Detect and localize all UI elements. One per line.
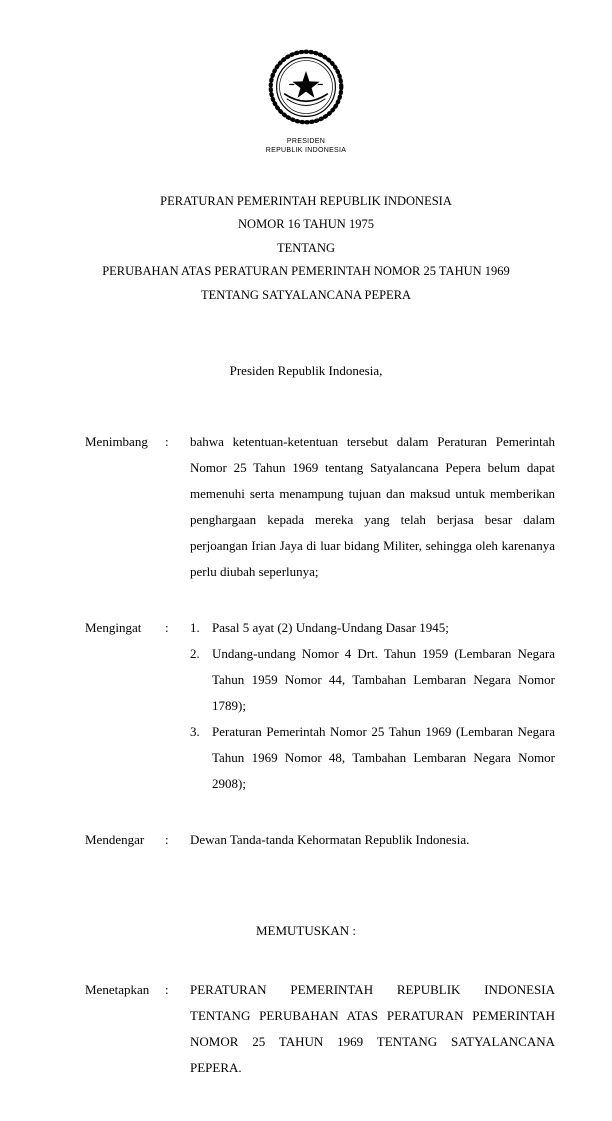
title-line-regulation: PERATURAN PEMERINTAH REPUBLIK INDONESIA [160,193,452,208]
clause-mengingat [57,615,555,797]
list-item-text: Undang-undang Nomor 4 Drt. Tahun 1959 (Lembaran Negara Tahun 1959 Nomor 44, Tambahan Lembaran Negara Nomor 1789); [212,646,555,714]
title-block [57,190,555,308]
clause-menimbang [57,429,555,585]
clause-mendengar [57,827,555,853]
legal-reference-item [190,615,555,641]
title-line-tentang: TENTANG [276,240,335,255]
list-item-text: Peraturan Pemerintah Nomor 25 Tahun 1969 (Lembaran Negara Tahun 1969 Nomor 48, Tambahan Lembaran Negara Nomor 2908); [212,724,555,792]
clause-label-menimbang: Menimbang [85,434,148,450]
seal-caption [57,137,555,156]
title-line-subject: PERUBAHAN ATAS PERATURAN PEMERINTAH NOMOR 25 TAHUN 1969 [102,264,510,279]
presidential-seal-icon [264,45,348,129]
seal-subtitle: REPUBLIK INDONESIA [265,147,347,155]
clause-menetapkan [57,977,555,1081]
list-item-text: Pasal 5 ayat (2) Undang-Undang Dasar 1945; [212,620,449,636]
clause-body-menimbang: bahwa ketentuan-ketentuan tersebut dalam Peraturan Pemerintah Nomor 25 Tahun 1969 tentang Satyalancana Pepera belum dapat memenuhi serta menampung tujuan dan maksud untuk memberikan penghargaan kepada mereka yang telah berjasa besar dalam perjoangan Irian Jaya di luar bidang Militer, sehingga oleh karenanya perlu diubah seperlunya; [190,434,555,580]
presidential-seal [57,45,555,156]
list-item-number: 2. [190,646,200,662]
legal-reference-item [190,641,555,719]
legal-reference-item [190,719,555,797]
decision-heading: MEMUTUSKAN : [255,923,357,939]
clause-body-mendengar: Dewan Tanda-tanda Kehormatan Republik Indonesia. [190,832,470,848]
clause-label-mendengar: Mendengar [85,832,145,848]
clause-colon: : [165,832,169,848]
clause-body-menetapkan: PERATURAN PEMERINTAH REPUBLIK INDONESIA TENTANG PERUBAHAN ATAS PERATURAN PEMERINTAH NOMOR 25 TAHUN 1969 TENTANG SATYALANCANA PEPERA. [190,982,555,1076]
clause-colon: : [165,620,169,636]
list-item-number: 3. [190,724,200,740]
salutation: Presiden Republik Indonesia, [229,363,383,379]
title-line-number: NOMOR 16 TAHUN 1975 [238,217,374,232]
clause-colon: : [165,982,169,998]
clause-body-mengingat [190,615,555,797]
list-item-number: 1. [190,620,200,636]
title-line-subject-2: TENTANG SATYALANCANA PEPERA [200,287,412,302]
seal-title: PRESIDEN [286,138,326,145]
clause-colon: : [165,434,169,450]
clause-label-menetapkan: Menetapkan [85,982,150,998]
clause-label-mengingat: Mengingat [85,620,142,636]
